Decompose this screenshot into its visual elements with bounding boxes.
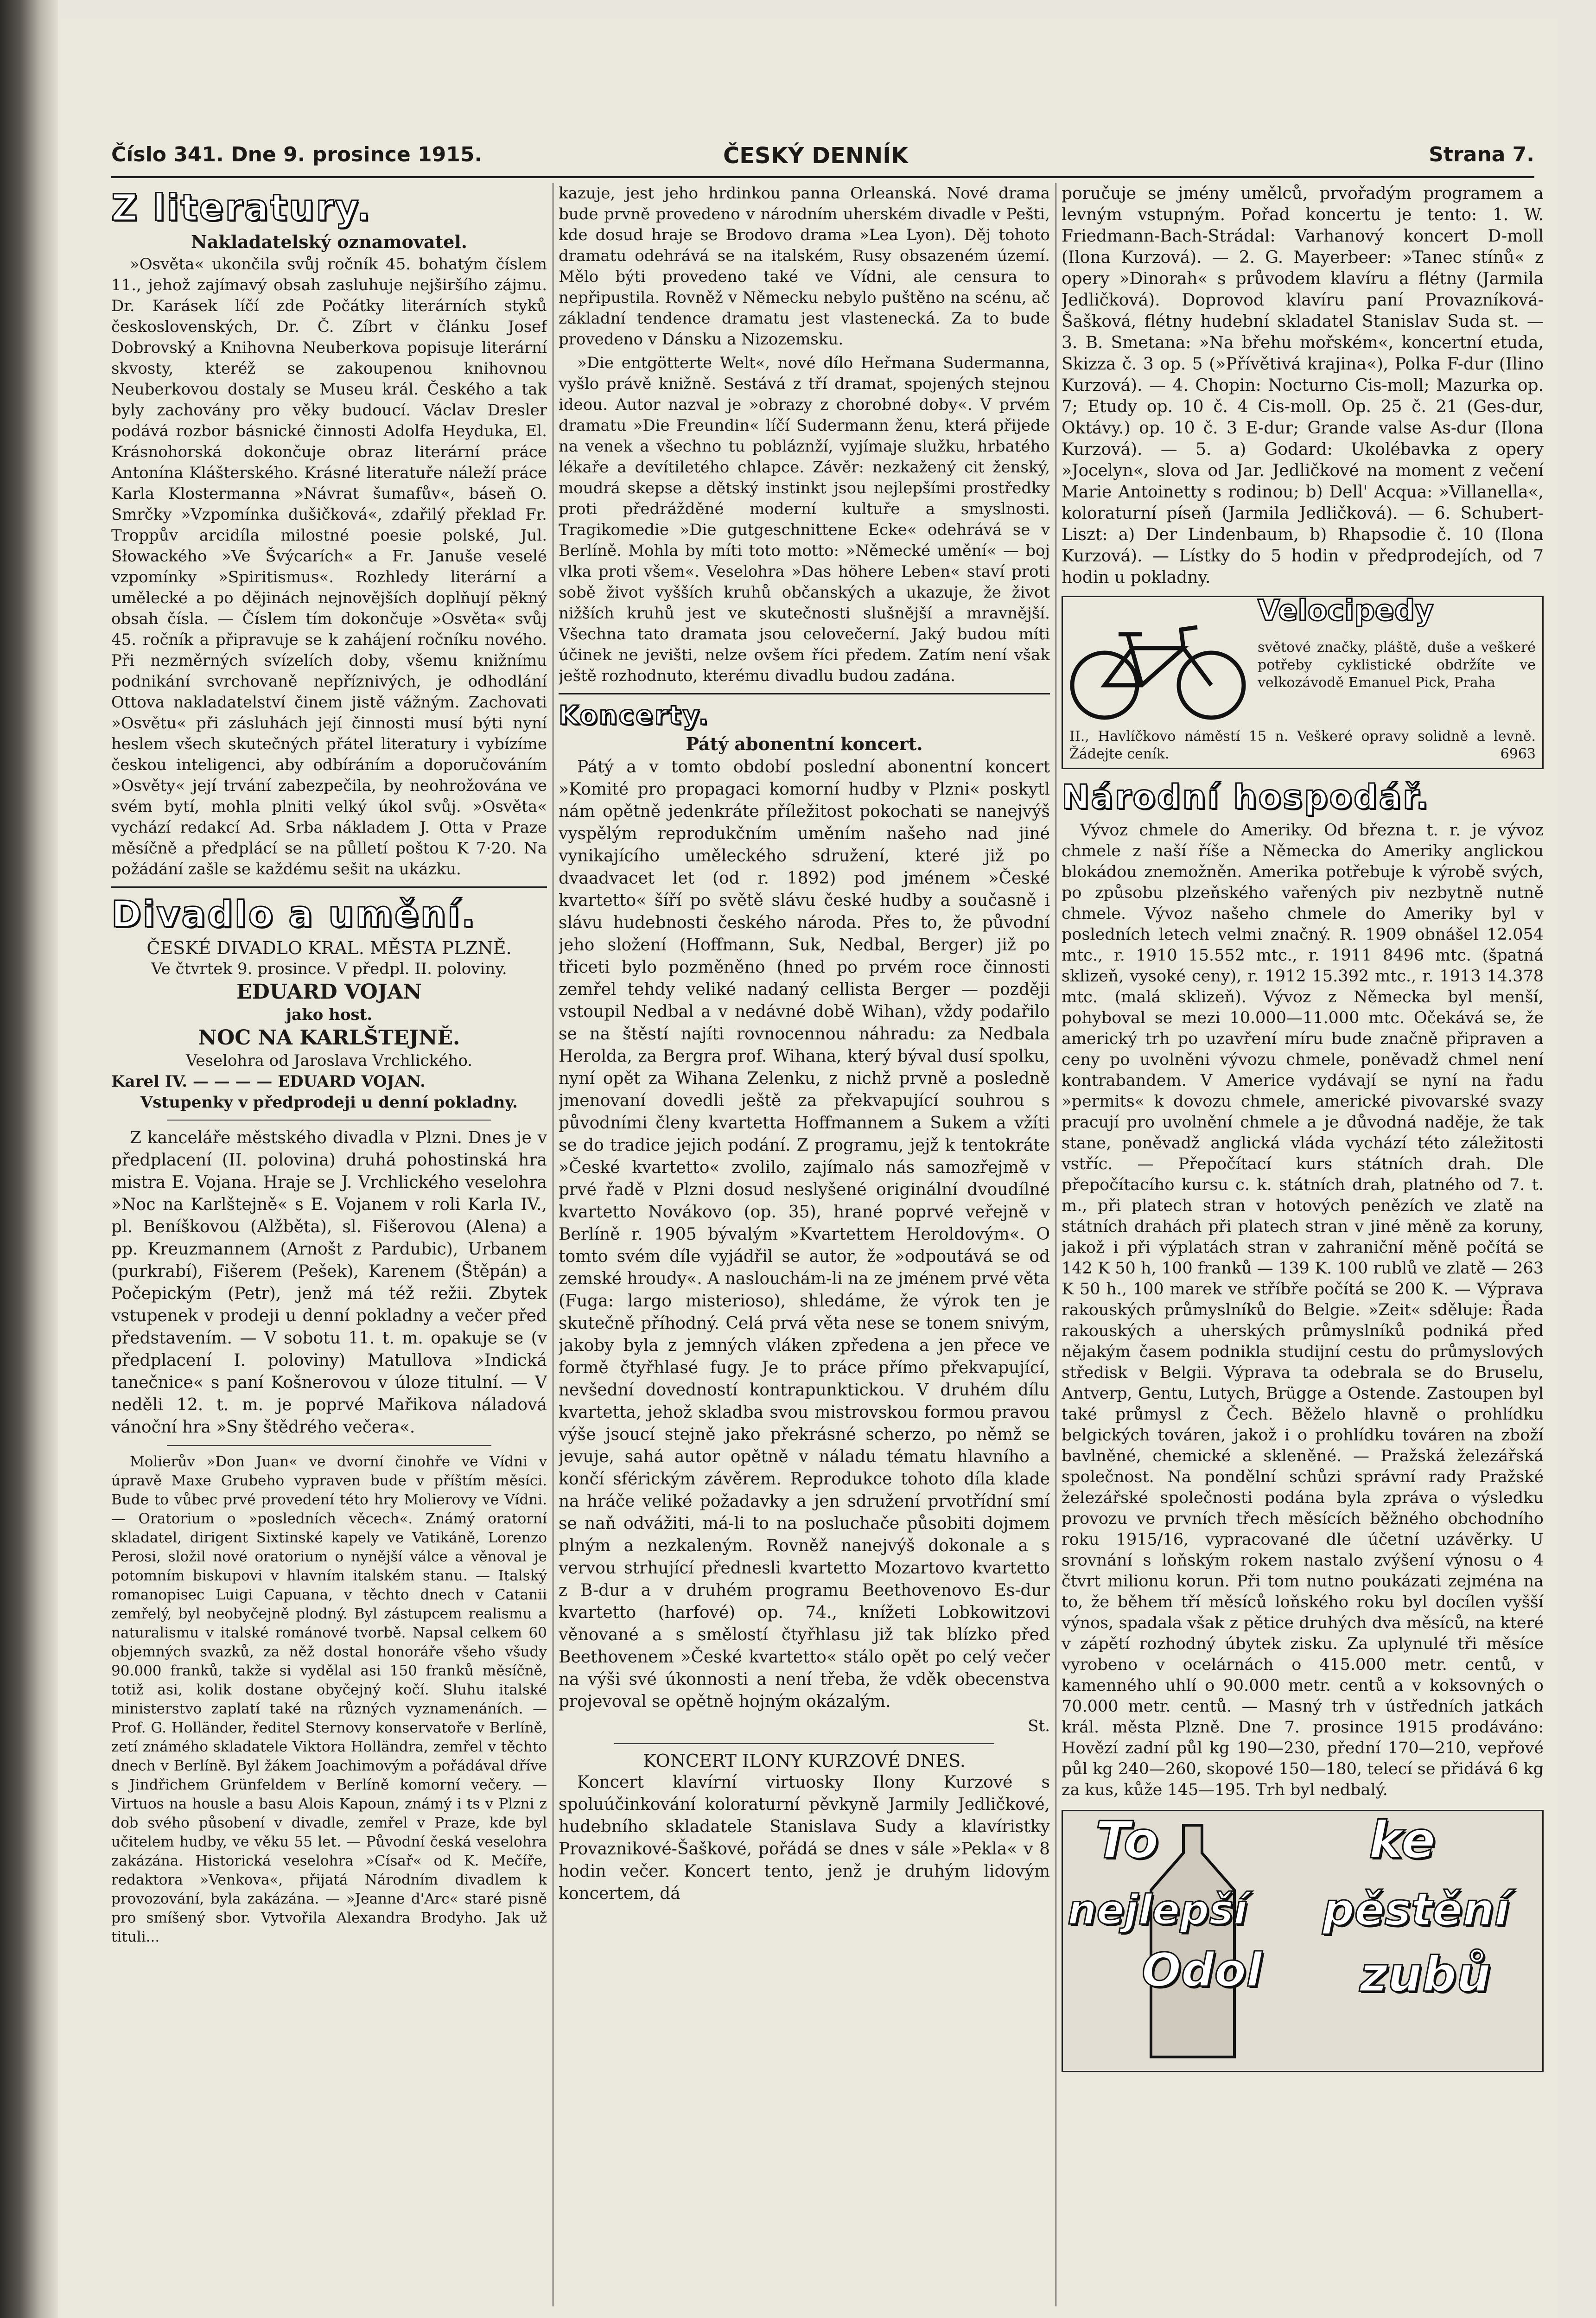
divider bbox=[167, 1445, 491, 1446]
ad-number: 6963 bbox=[1500, 746, 1536, 762]
divider bbox=[559, 693, 1050, 694]
divider bbox=[167, 1120, 491, 1121]
concert-title: KONCERT ILONY KURZOVÉ DNES. bbox=[643, 1751, 966, 1771]
page-fold-edge bbox=[0, 0, 58, 2318]
ad-word: ke bbox=[1369, 1810, 1436, 1870]
ad-word: pěstění bbox=[1323, 1884, 1510, 1936]
ad-word: zubů bbox=[1360, 1946, 1491, 2003]
page-number: Strana 7. bbox=[1429, 143, 1534, 166]
divider bbox=[614, 1743, 994, 1744]
play-subtitle: Veselohra od Jaroslava Vrchlického. bbox=[185, 1051, 473, 1070]
section-title-concerts: Koncerty. bbox=[559, 700, 710, 731]
ad-brand: Odol bbox=[1142, 1943, 1262, 1997]
divider bbox=[111, 886, 547, 888]
column-right bbox=[1062, 183, 1544, 2311]
subheading: Nakladatelský oznamovatel. bbox=[191, 231, 467, 252]
column-left bbox=[111, 183, 547, 2311]
article-text: »Die entgötterte Welt«, nové dílo Heřmana Sudermanna, vyšlo právě knižně. Sestává z tří dramat, spojených stejnou ideou. Autor nazval je »obrazy z chorobné doby«. V prvém dramatu »Die Freundin« líčí Sudermann ženu, která přijede na venek a všechno tu pobláznží, vyjímaje služku, hrbatého lékaře a devítiletého chlapce. Závěr: nezkažený cit ženský, moudrá skepse a dětský instinkt jsou nejlepšími prostředky proti předrážděné moderní kultuře a smyslnosti. Tragikomedie »Die gutgeschnittene Ecke« odehrává se v Berlíně. Mohla by míti toto motto: »Německé umění« — boj vlka proti všem«. Veselohra »Das höhere Leben« staví proti sobě život vyšších kruhů občanských a ukazuje, že život nižších kruhů jest ve skutečnosti slušnější a mravnější. Všechna tato dramata jsou celovečerní. Jaký budou míti účinek ne jevišti, nelze ovšem říci předem. Zatím není však ještě rozhodnuto, kterému divadlu budou zadána. bbox=[559, 354, 1050, 685]
section-title-literature: Z literatury. bbox=[111, 187, 372, 229]
tickets-note: Vstupenky v předprodeji u denní pokladny. bbox=[140, 1093, 518, 1112]
section-title-theatre: Divadlo a umění. bbox=[111, 894, 477, 936]
ad-title: Velocipedy bbox=[1258, 593, 1434, 627]
ad-word: To bbox=[1095, 1810, 1159, 1870]
guest-role: jako host. bbox=[286, 1006, 373, 1024]
page-header bbox=[111, 139, 1534, 178]
theatre-name: ČESKÉ DIVADLO KRAL. MĚSTA PLZNĚ. bbox=[146, 938, 512, 958]
issue-number: Číslo 341. Dne 9. prosince 1915. bbox=[111, 143, 483, 166]
ad-text: světové značky, pláště, duše a veškeré potřeby cyklistické obdržíte ve velkozávodě Emanuel Pick, Praha bbox=[1258, 639, 1536, 691]
article-text: Molierův »Don Juan« ve dvorní činohře ve Vídni v úpravě Maxe Grubeho vypraven bude v příštím měsíci. Bude to vůbec prvé provedení této hry Molierovy ve Vídni. — Oratorium o »posledních věcech«. Známý oratorní skladatel, dirigent Sixtinské kapely ve Vatikáně, Lorenzo Perosi, složil nové oratorium o nynější válce a věnoval je potomním biskupovi v hlavním italském stanu. — Italský romanopisec Luigi Capuana, v těchto dnech v Catanii zemřelý, byl neobyčejně plodný. Byl zástupcem realismu a naturalismu v italské románové tvorbě. Napsal celkem 60 objemných svazků, za něž dostal honoráře všeho všudy 90.000 franků, takže si vydělal asi 150 franků měsíčně, totiž asi, kolik dostane obyčejný kočí. Sluhu italské ministerstvo zaplatí také na různých vyznamenáních. — Prof. G. Holländer, ředitel Sternovy konservatoře v Berlíně, zetí známého skladatele Viktora Holländra, zemřel v těchto dnech v Berlíně. Byl žákem Joachimovým a pořádával dříve s Jindřichem Grünfeldem v Berlíně komorní večery. — Virtuos na housle a basu Alois Kapoun, známý i ts v Plzni z dob svého působení v divadle, zemřel v Praze, kde byl učitelem hudby, ve věku 55 let. — Původní česká veselohra zakázána. Historická veselohra »Císař« od K. Mečíře, redaktora »Venkova«, přijatá Národním divadlem k provozování, byla zakázána. — »Jeanne d'Arc« staré pisně pro smíšený sbor. Vytvořila Alexandra Brodyho. Jak už tituli... bbox=[111, 1453, 547, 1945]
newspaper-page bbox=[60, 19, 1558, 2318]
signature: St. bbox=[1028, 1717, 1050, 1735]
article-text: Z kanceláře městského divadla v Plzni. Dnes je v předplacení (II. polovina) druhá pohostinská hra mistra E. Vojana. Hraje se J. Vrchlického veselohra »Noc na Karlštejně« s E. Vojanem v roli Karla IV., pl. Beníškovou (Alžběta), sl. Fišerovou (Alena) a pp. Kreuzmannem (Arnošt z Pardubic), Urbanem (purkrabí), Fišerem (Pešek), Karenem (Štěpán) a Počepickým (Petr), jenž má též režii. Zbytek vstupenek v prodeji u denní pokladny a večer před představením. — V sobotu 11. t. m. opakuje se (v předplacení I. poloviny) Matullova »Indická tanečnice« s paní Košnerovou v úloze titulní. — V neděli 12. t. m. je poprvé Mařikova náladová vánoční hra »Sny štědrého večera«. bbox=[111, 1128, 547, 1437]
ad-address: II., Havlíčkovo náměstí 15 n. Veškeré opravy solidně a levně. Žádejte ceník. bbox=[1069, 728, 1536, 762]
ad-word: nejlepší bbox=[1068, 1886, 1247, 1934]
cast-line: Karel IV. — — — — EDUARD VOJAN. bbox=[111, 1072, 426, 1091]
column-middle bbox=[559, 183, 1050, 2311]
guest-name: EDUARD VOJAN bbox=[236, 980, 422, 1004]
subheading: Pátý abonentní koncert. bbox=[686, 733, 923, 754]
bicycle-advertisement bbox=[1062, 593, 1544, 769]
newspaper-title: ČESKÝ DENNÍK bbox=[723, 143, 909, 169]
odol-advertisement bbox=[1062, 1810, 1544, 2072]
play-title: NOC NA KARLŠTEJNĚ. bbox=[198, 1026, 460, 1050]
bicycle-icon bbox=[1068, 616, 1248, 722]
performance-date: Ve čtvrtek 9. prosince. V předpl. II. poloviny. bbox=[151, 960, 507, 978]
ad-text bbox=[1069, 728, 1536, 763]
section-title-economy: Národní hospodář. bbox=[1062, 777, 1430, 816]
article-text: Vývoz chmele do Ameriky. Od března t. r. je vývoz chmele z naší říše a Německa do Ameriky anglickou blokádou znemožněn. Amerika potřebuje k výrobě svých, po způsobu plzeňského vařených piv nezbytně nutně chmele. Vývoz našeho chmele do Ameriky byl v posledních letech velmi značný. R. 1909 obnášel 12.054 mtc., r. 1910 15.552 mtc., r. 1911 8496 mtc. (špatná sklizeň, vysoké ceny), r. 1912 15.392 mtc., r. 1913 14.378 mtc. (malá sklizeň). Vývoz z Německa byl menší, pohyboval se mezi 10.000—11.000 mtc. Očekává se, že americký trh po uzavření míru bude značně připraven a ceny po uvolněni vývozu chmele, poněvadž chmel není kontrabandem. V Americe vydávají se nyní na řadu »permits« k dovozu chmele, americké pivovarské svazy pracují pro uvolnění chmele a je důvodná naděje, že tak stane, poněvadž anglická vláda vychází této záležitosti vstříc. — Přepočítací kurs státních drah. Dle přepočítacího kursu c. k. státních drah, platného od 7. t. m., při platech stran v hotových penězích ve zlatě na státních drahách při platech stran v jiné měně za koruny, jakož i při výplatách stran v zahraniční měně počítá se 142 K 50 h, 100 franků — 139 K. 100 rublů ve zlatě — 263 K 50 h., 100 marek ve stříbře počítá se 200 K. — Výprava rakouských průmyslníků do Belgie. »Zeit« sděluje: Řada rakouských a uherských průmyslníků podniká před nějakým časem podnikla studijní cestu do průmyslových středisk v Belgii. Výprava ta odebrala se do Bruselu, Antverp, Gentu, Lutych, Brügge a Ostende. Zastoupen byl také průmysl z Čech. Běželo hlavně o prohlídku belgických továren, jakož i o prohlídku továren na zboží bavlněné, chemické a skleněné. — Pražská železářská společnost. Na pondělní schůzi správní rady Pražské železářské společnosti podána byla zpráva o výsledku provozu ve prvních třech měsících běžného obchodního roku 1915/16, vypracované dle účetní uzávěrky. U srovnání s loňským rokem nastalo zvýšení výnosu o 4 čtvrt milionu korun. Při tom nutno poukázati zejména na to, že během tří měsíců loňského roku byl docílen vyšší výnos, spadala však z pětice druhých dva měsíců, na které v zápětí rozhodný úbytek zisku. Za uplynulé tři měsíce vyrobeno v ocelárnách o 415.000 metr. centů, v kamenného uhlí o 90.000 metr. centů a v koksovných o 70.000 metr. centů. — Masný trh v ústředních jatkách král. města Plzně. Dne 7. prosince 1915 prodáváno: Hovězí zadní půl kg 190—230, přední 170—210, vepřové půl kg 240—260, skopové 150—180, telecí se přidává 6 kg za kus, kůže 145—195. Trh byl nedbalý. bbox=[1062, 821, 1544, 1799]
article-text: Koncert klavírní virtuosky Ilony Kurzové s spoluúčinkování koloraturní pěvkyně Jarmily Jedličkové, hudebního skladatele Stanislava Sudy a klavíristky Provaznikové-Šaškové, pořádá se dnes v sále »Pekla« v 8 hodin večer. Koncert tento, jenž je druhým lidovým koncertem, dá bbox=[559, 1773, 1050, 1903]
article-text: kazuje, jest jeho hrdinkou panna Orleanská. Nové drama bude prvně provedeno v národním uherském divadle v Pešti, kde dosud hraje se Brodovo drama »Lea Lyon). Děj tohoto dramatu odehrává se na italském, Rusy obsazeném území. Mělo býti provedeno také ve Vídni, ale censura to nepřipustila. Rovněž v Německu nebylo puštěno na scénu, ač základní tendence dramatu jest vlastenecká. Za to bude provedeno v Dánsku a Nizozemsku. bbox=[559, 184, 1050, 349]
article-text: poručuje se jmény umělců, prvořadým programem a levným vstupným. Pořad koncertu je tento: 1. W. Friedmann-Bach-Strádal: Varhanový koncert D-moll (Ilona Kurzová). — 2. G. Mayerbeer: »Tanec stínů« z opery »Dinorah« s průvodem klavíru a flétny (Jarmila Jedličková). Doprovod klavíru paní Provazníková-Šašková, flétny hudební skladatel Stanislav Suda st. — 3. B. Smetana: »Na břehu mořském«, koncertní etuda, Skizza č. 3 op. 5 (»Přívětivá krajina«), Polka F-dur (Ilino Kurzová). — 4. Chopin: Nocturno Cis-moll; Mazurka op. 7; Etudy op. 10 č. 4 Cis-moll. Op. 25 č. 21 (Ges-dur, Oktávy.) op. 10 č. 3 E-dur; Grande valse As-dur (Ilona Kurzová). — 5. a) Godard: Ukolébavka z opery »Jocelyn«, slova od Jar. Jedličkové na moment z večení Marie Antoinetty s rodinou; b) Dell' Acqua: »Villanella«, koloraturní píseň (Jarmila Jedličková). — 6. Schubert-Liszt: a) Der Lindenbaum, b) Rhapsodie č. 10 (Ilona Kurzová). — Lístky do 5 hodin v předprodejích, od 7 hodin u pokladny. bbox=[1062, 184, 1544, 587]
article-text: Pátý a v tomto období poslední abonentní koncert »Komité pro propagaci komorní hudby v Plzni« poskytl nám opětně jedenkráte příležitost pokochati se nanejvýš vyspělým reprodukčním uměním našeho nad jiné vynikajícího uměleckého sdružení, které již po dvaadvacet let (od r. 1892) pod jménem »České kvartetto« šíří po světě slávu české hudby a současně i slávu hudebnosti českého národa. Přes to, že původní jeho složení (Hoffmann, Suk, Nedbal, Berger) již po třiceti bylo pozměněno (hned po prvém roce činnosti zemřel tehdy veliké nadaný cellista Berger — později vstoupil Nedbal a v nedávné době Wihan), vždy podařilo se na štěstí najíti rovnocennou náhradu: za Nedbala Herolda, za Bergra prof. Wihana, který býval dusí spolku, nyní opět za Wihana Zelenku, z nichž prvně a posledně jmenovaní dovedli ještě za překvapující souhrou s původními členy kvartetta Hoffmannem a Sukem a vžíti se do tradice jejich podání. Z programu, jejž k tentokráte »České kvartetto« zvolilo, zajímalo nás samozřejmě v prvé řadě v Plzni dosud neslyšené originální dvoudílné kvartetto Novákovo (op. 35), hrané poprvé veřejně v Berlíně r. 1905 bývalým »Kvartettem Heroldovým«. O tomto svém díle vyjádřil se autor, že »odpoutává se od zemské hroudy«. A naslouchám-li na ze jménem prvé věta (Fuga: largo misterioso), shledáme, že výrok ten je skutečně příhodný. Celá prvá věta nese se tonem snivým, jakoby byla z jemných vláken zpředena a jen přece ve formě čtyřhlasé fugy. Je to práce přímo překvapující, nevšední dovedností kontrapunktickou. V druhém dílu kvartetta, jehož skladba svou mistrovskou formou pravou výše jsoucí stejně jako překrásné scherzo, po němž se jevuje, sahá autor opětně v náladu tématu hlavního a končí sférickým závěrem. Reprodukce tohoto díla klade na hráče veliké požadavky a jen sdružení prvotřídní smí se naň odvážiti, má-li to na posluchače působiti dojmem plným a nezkaleným. Rovněž nanejvýš dokonale a s vervou strhující přednesli kvartetto Mozartovo kvartetto z B-dur a v druhém programu Beethovenovo Es-dur kvartetto (harfové) op. 74., knížeti Lobkowitzovi věnované a s smělostí čtyřhlasu již tak blízko před Beethovenem »České kvartetto« stálo opět po celý večer na výši své úkonnosti a není třeba, že vděk obecenstva projevoval se opětně hojným okázalým. bbox=[559, 758, 1050, 1711]
article-text: »Osvěta« ukončila svůj ročník 45. bohatým číslem 11., jehož zajímavý obsah zasluhuje nejširšího zájmu. Dr. Karásek líčí zde Počátky literárních styků československých, Dr. Č. Zíbrt v článku Josef Dobrovský a Knihovna Neuberkova popisuje literární skvosty, kteréž se zakoupenou knihovnou Neuberkovou dostaly se Museu král. Českého a tak byly zachovány pro věky budoucí. Václav Dresler podává rozbor básnické činnosti Adolfa Heyduka, El. Krásnohorská dokončuje obraz literární práce Antonína Klášterského. Krásné literatuře náleží práce Karla Klostermanna »Návrat šumafův«, báseň O. Smrčky »Vzpomínka dušičková«, zdařilý překlad Fr. Troppův arcidíla milostné poesie polské, Jul. Słowackého »Ve Švýcarích« a Fr. Januše veselé vzpomínky »Spiritismus«. Rozhledy literární a umělecké a po dějinách nejnovějších doplňují pěkný obsah čísla. — Číslem tím dokončuje »Osvěta« svůj 45. ročník a připravuje se k zahájení ročníku nového. Při nezměrných svízelích doby, všemu knižnímu podnikání svrchovaně nepříznivých, je odhodlání Ottova nakladatelství činem jistě vážným. Zachovati »Osvětu« při zásluhách její činnosti musí býti nyní heslem všech skutečných přátel literatury i vybízíme českou inteligenci, aby odbíráním a doporučováním »Osvěty« její trvání zabezpečila, by neohrožována ve svém bytí, mohla plniti velký úkol svůj. »Osvěta« vychází redakcí Ad. Srba nákladem J. Otta v Praze měsíčně a předplácí se na půlletí poštou K 7·20. Na požádání zašle se každému sešit na ukázku. bbox=[111, 255, 547, 879]
